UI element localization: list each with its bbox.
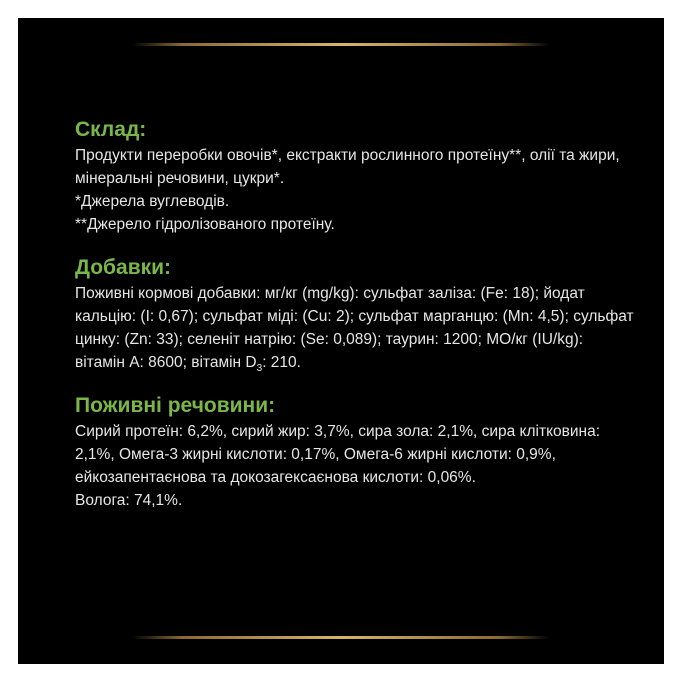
nutrients-section: [75, 394, 635, 512]
label-panel: [18, 18, 664, 664]
composition-heading: Склад:: [75, 118, 147, 141]
nutrients-heading: Поживні речовини:: [75, 394, 276, 417]
nutrients-text: Сирий протеїн: 6,2%, сирий жир: 3,7%, сира зола: 2,1%, сира клітковина: 2,1%, Омега-3 жирні кислоти: 0,17%, Омега-6 жирні кислоти: 0,9%, ейкозапентаєнова та докозагексаєнова кислоти: 0,06%.: [75, 423, 601, 486]
bottom-gold-divider: [132, 636, 550, 639]
additives-text-tail: : 210.: [262, 354, 301, 371]
top-gold-divider: [132, 43, 550, 46]
additives-heading: Добавки:: [75, 256, 172, 279]
label-content: [75, 118, 635, 532]
composition-section: [75, 118, 635, 236]
additives-text-main: Поживні кормові добавки: мг/кг (mg/kg): сульфат заліза: (Fe: 18); йодат кальцію: (I: 0,67); сульфат міді: (Cu: 2); сульфат марганцю: (Mn: 4,5); сульфат цинку: (Zn: 33); селеніт натрію: (Se: 0,089); таурин: 1200; МО/кг (IU/kg): вітамін А: 8600; вітамін D: [75, 285, 634, 371]
moisture-text: Волога: 74,1%.: [75, 492, 183, 509]
composition-note-carbs: *Джерела вуглеводів.: [75, 193, 230, 210]
composition-text: Продукти переробки овочів*, екстракти рослинного протеїну**, олії та жири, мінеральні речовини, цукри*.: [75, 147, 620, 187]
additives-section: [75, 256, 635, 374]
composition-note-protein: **Джерело гідролізованого протеїну.: [75, 216, 335, 233]
additives-subscript: 3: [256, 363, 263, 375]
additives-text: [75, 282, 635, 374]
